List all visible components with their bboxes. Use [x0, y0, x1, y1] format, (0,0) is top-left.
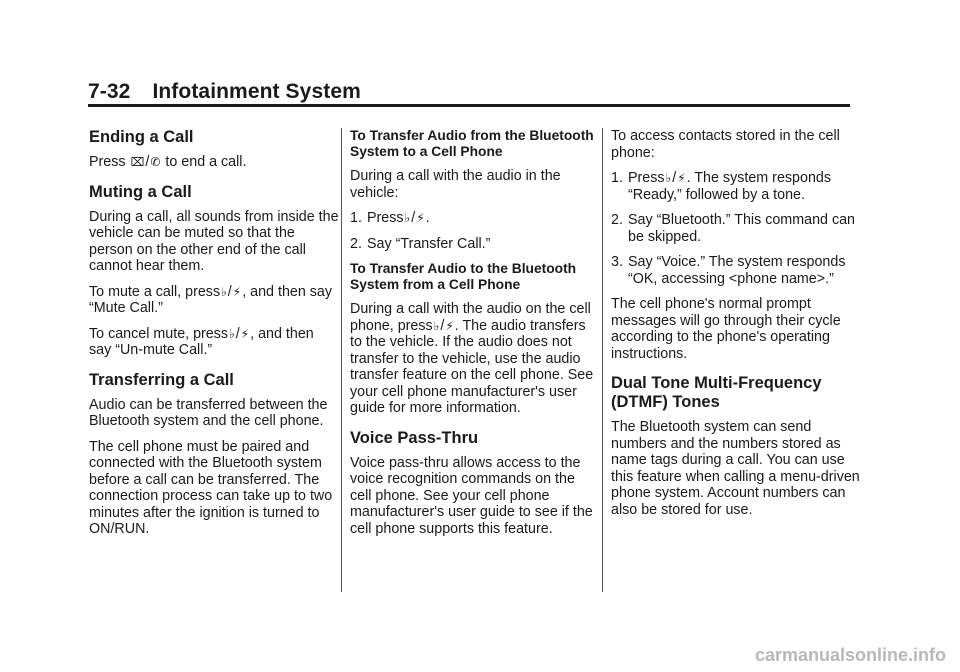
voice-icon: ⚡	[240, 326, 250, 341]
list-item: 1. Press♭/⚡.	[350, 210, 430, 226]
voice-icon: ⚡	[445, 318, 454, 333]
voice-icon: ⚡	[232, 284, 242, 299]
voice-pass-thru-text: Voice pass-thru allows access to the voice recognition commands on the cell phone. See your cell phone manufacturer's user guide to see if the cell phone supports this feature.	[350, 454, 593, 537]
transfer-to-bluetooth-text: During a call with the audio on the cell phone, press♭/⚡. The audio transfers to the vehicle. If the audio does not transfer to the vehicle, use the audio transfer feature on the cell phone. See your cell phone manufacturer's user guide for more information.	[350, 301, 594, 416]
muting-text: During a call, all sounds from inside the vehicle can be muted so that the person on the other end of the call cannot hear them.	[89, 208, 339, 274]
contacts-steps	[611, 170, 861, 287]
voice-icon: ⚡	[677, 171, 686, 185]
transfer-steps	[350, 210, 600, 252]
column-divider-2	[602, 128, 603, 592]
push-to-talk-icon: ♭	[665, 171, 672, 185]
voice-icon: ⚡	[416, 211, 425, 225]
column-divider-1	[341, 128, 342, 592]
transfer-to-phone-subheading: To Transfer Audio from the Bluetooth System to a Cell Phone	[350, 128, 594, 159]
transferring-heading: Transferring a Call	[89, 370, 234, 389]
column-1	[89, 128, 339, 547]
push-to-talk-icon: ♭	[229, 326, 235, 341]
transfer-to-phone-text: During a call with the audio in the vehicle:	[350, 168, 561, 201]
list-item: 1. Press♭/⚡. The system responds “Ready,” followed by a tone.	[611, 170, 831, 203]
section-title: Infotainment System	[152, 80, 361, 103]
dtmf-heading: Dual Tone Multi-Frequency (DTMF) Tones	[611, 374, 822, 411]
page-header	[88, 80, 361, 104]
watermark: carmanualsonline.info	[754, 645, 946, 665]
column-2	[350, 128, 600, 546]
voice-pass-thru-heading: Voice Pass-Thru	[350, 428, 479, 447]
push-to-talk-icon: ♭	[433, 318, 440, 333]
contacts-text: To access contacts stored in the cell phone:	[611, 128, 840, 161]
transfer-to-bluetooth-subheading: To Transfer Audio to the Bluetooth System from a Cell Phone	[350, 261, 577, 292]
column-3	[611, 128, 861, 527]
push-to-talk-icon: ♭	[404, 211, 411, 225]
mute-text: To mute a call, press♭/⚡, and then say “Mute Call.”	[89, 283, 333, 316]
muting-heading: Muting a Call	[89, 182, 192, 201]
page-number: 7-32	[88, 80, 131, 103]
list-item: 2. Say “Bluetooth.” This command can be skipped.	[611, 212, 856, 245]
transferring-text-1: Audio can be transferred between the Bluetooth system and the cell phone.	[89, 396, 328, 429]
hang-up-icon: ✆	[150, 155, 161, 169]
ending-heading: Ending a Call	[89, 128, 194, 146]
header-rule	[88, 104, 850, 107]
end-call-icon: ⌧	[130, 155, 145, 169]
prompt-messages-text: The cell phone's normal prompt messages will go through their cycle according to the phone's operating instructions.	[611, 296, 841, 362]
dtmf-text: The Bluetooth system can send numbers and the numbers stored as name tags during a call. You can use this feature when calling a menu-driven phone system. Account numbers can also be stored for use.	[611, 419, 860, 518]
unmute-text: To cancel mute, press♭/⚡, and then say “Un-mute Call.”	[89, 325, 314, 358]
push-to-talk-icon: ♭	[221, 284, 227, 299]
list-item: 3. Say “Voice.” The system responds “OK, accessing <phone name>.”	[611, 254, 846, 287]
list-item: 2. Say “Transfer Call.”	[350, 235, 491, 252]
ending-text: Press ⌧/✆ to end a call.	[89, 154, 247, 170]
transferring-text-2: The cell phone must be paired and connected with the Bluetooth system before a call can be transferred. The connection process can take up to two minutes after the ignition is turned to ON/RUN.	[89, 438, 333, 537]
